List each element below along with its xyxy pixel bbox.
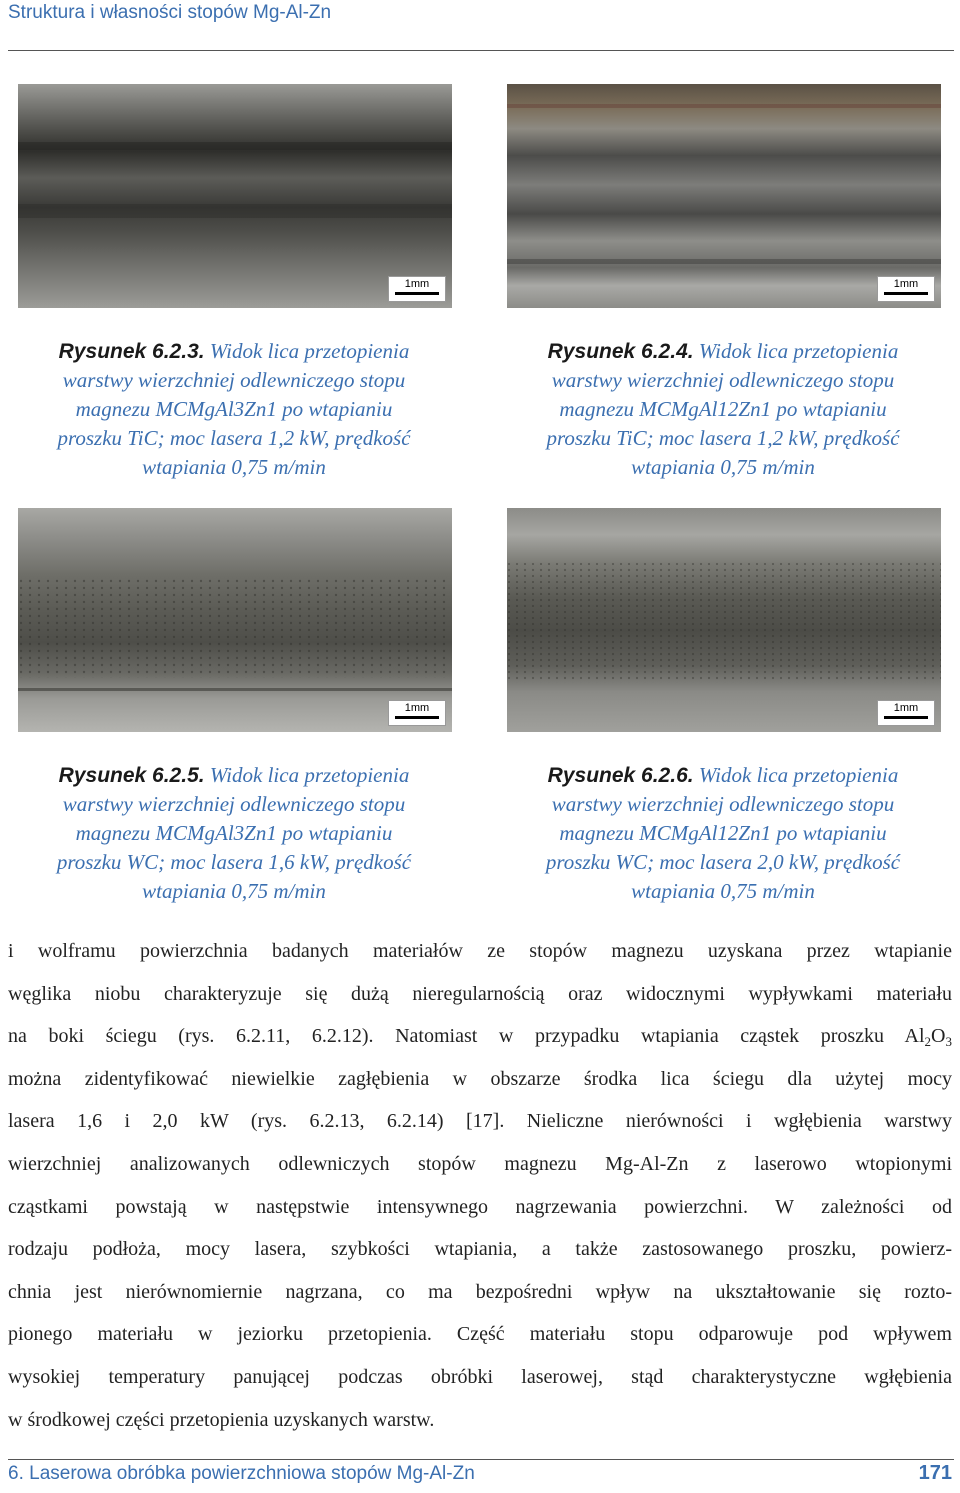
- scale-bar: [388, 276, 446, 302]
- scale-bar-label: 1mm: [404, 702, 430, 714]
- figure-6-2-4-photo: [507, 84, 941, 308]
- body-text-run: na boki ściegu (rys. 6.2.11, 6.2.12). Natomiast w przypadku wtapiania cząstek proszku Al: [8, 1025, 925, 1048]
- scale-bar-label: 1mm: [893, 702, 919, 714]
- figure-6-2-6-caption: [503, 761, 943, 906]
- header-rule: [8, 50, 954, 51]
- footer-rule: [8, 1459, 954, 1460]
- caption-line: magnezu MCMgAl12Zn1 po wtapianiu: [559, 397, 887, 421]
- figure-6-2-5-photo: [18, 508, 452, 732]
- subscript: 3: [945, 1034, 952, 1050]
- caption-line: Widok lica przetopienia: [209, 339, 410, 363]
- caption-line: wtapiania 0,75 m/min: [142, 455, 326, 479]
- scale-bar-label: 1mm: [404, 278, 430, 290]
- caption-line: warstwy wierzchniej odlewniczego stopu: [62, 368, 406, 392]
- figure-6-2-4-caption: [503, 337, 943, 482]
- body-line: cząstkami powstają w następstwie intensywnego nagrzewania powierzchni. W zależności od: [8, 1195, 952, 1218]
- body-line: lasera 1,6 i 2,0 kW (rys. 6.2.13, 6.2.14) [17]. Nieliczne nierówności i wgłębienia warstwy: [8, 1110, 952, 1133]
- body-line: można zidentyfikować niewielkie zagłębienia w obszarze środka lica ściegu dla użytej mocy: [8, 1067, 952, 1090]
- figure-6-2-3-photo: [18, 84, 452, 308]
- scale-bar: [877, 276, 935, 302]
- caption-number: Rysunek 6.2.5.: [58, 764, 205, 787]
- laser-track-photo-wc-al3: [18, 508, 452, 732]
- laser-track-photo-tic-al12: [507, 84, 941, 308]
- body-line: i wolframu powierzchnia badanych materiałów ze stopów magnezu uzyskana przez wtapianie: [8, 940, 952, 962]
- body-line: pionego materiału w jeziorku przetopienia. Część materiału stopu odparowuje pod wpływem: [8, 1323, 952, 1346]
- figure-6-2-6-photo: [507, 508, 941, 732]
- caption-line: wtapiania 0,75 m/min: [631, 455, 815, 479]
- running-title: Struktura i własności stopów Mg-Al-Zn: [8, 2, 332, 23]
- subscript: 2: [924, 1034, 932, 1050]
- body-text-run: O: [931, 1025, 946, 1048]
- scale-bar-line: [395, 716, 439, 719]
- caption-line: proszku WC; moc lasera 1,6 kW, prędkość: [56, 850, 412, 874]
- body-line: wysokiej temperatury panującej podczas obróbki laserowej, stąd charakterystyczne wgłębienia: [8, 1365, 952, 1388]
- scale-bar-line: [884, 716, 928, 719]
- body-line: [8, 1015, 952, 1058]
- caption-line: wtapiania 0,75 m/min: [631, 879, 815, 903]
- caption-line: proszku WC; moc lasera 2,0 kW, prędkość: [545, 850, 901, 874]
- figure-6-2-3-caption: [14, 337, 454, 482]
- scale-bar: [877, 700, 935, 726]
- caption-number: Rysunek 6.2.6.: [547, 764, 694, 787]
- caption-number: Rysunek 6.2.3.: [58, 340, 205, 363]
- laser-track-photo-tic-al3: [18, 84, 452, 308]
- caption-line: warstwy wierzchniej odlewniczego stopu: [551, 792, 895, 816]
- caption-line: magnezu MCMgAl12Zn1 po wtapianiu: [559, 821, 887, 845]
- caption-line: Widok lica przetopienia: [698, 763, 899, 787]
- page-number: 171: [918, 1462, 952, 1484]
- caption-line: wtapiania 0,75 m/min: [142, 879, 326, 903]
- body-line: węglika niobu charakteryzuje się dużą nieregularnością oraz widocznymi wypływkami materiału: [8, 982, 952, 1005]
- caption-line: warstwy wierzchniej odlewniczego stopu: [551, 368, 895, 392]
- body-line: w środkowej części przetopienia uzyskanych warstw.: [8, 1408, 435, 1431]
- body-paragraph: [8, 930, 952, 1441]
- laser-track-photo-wc-al12: [507, 508, 941, 732]
- caption-line: warstwy wierzchniej odlewniczego stopu: [62, 792, 406, 816]
- footer-chapter-title: 6. Laserowa obróbka powierzchniowa stopów Mg-Al-Zn: [8, 1463, 475, 1484]
- scale-bar-label: 1mm: [893, 278, 919, 290]
- body-line: rodzaju podłoża, mocy lasera, szybkości wtapiania, a także zastosowanego proszku, powierz-: [8, 1238, 952, 1261]
- caption-line: proszku TiC; moc lasera 1,2 kW, prędkość: [57, 426, 411, 450]
- figure-6-2-5-caption: [14, 761, 454, 906]
- caption-line: Widok lica przetopienia: [209, 763, 410, 787]
- caption-line: Widok lica przetopienia: [698, 339, 899, 363]
- caption-line: proszku TiC; moc lasera 1,2 kW, prędkość: [546, 426, 900, 450]
- body-line: chnia jest nierównomiernie nagrzana, co ma bezpośredni wpływ na ukształtowanie się rozto-: [8, 1280, 952, 1303]
- scale-bar-line: [884, 292, 928, 295]
- caption-number: Rysunek 6.2.4.: [547, 340, 694, 363]
- caption-line: magnezu MCMgAl3Zn1 po wtapianiu: [75, 397, 393, 421]
- caption-line: magnezu MCMgAl3Zn1 po wtapianiu: [75, 821, 393, 845]
- body-line: wierzchniej analizowanych odlewniczych stopów magnezu Mg-Al-Zn z laserowo wtopionymi: [8, 1152, 952, 1175]
- scale-bar: [388, 700, 446, 726]
- scale-bar-line: [395, 292, 439, 295]
